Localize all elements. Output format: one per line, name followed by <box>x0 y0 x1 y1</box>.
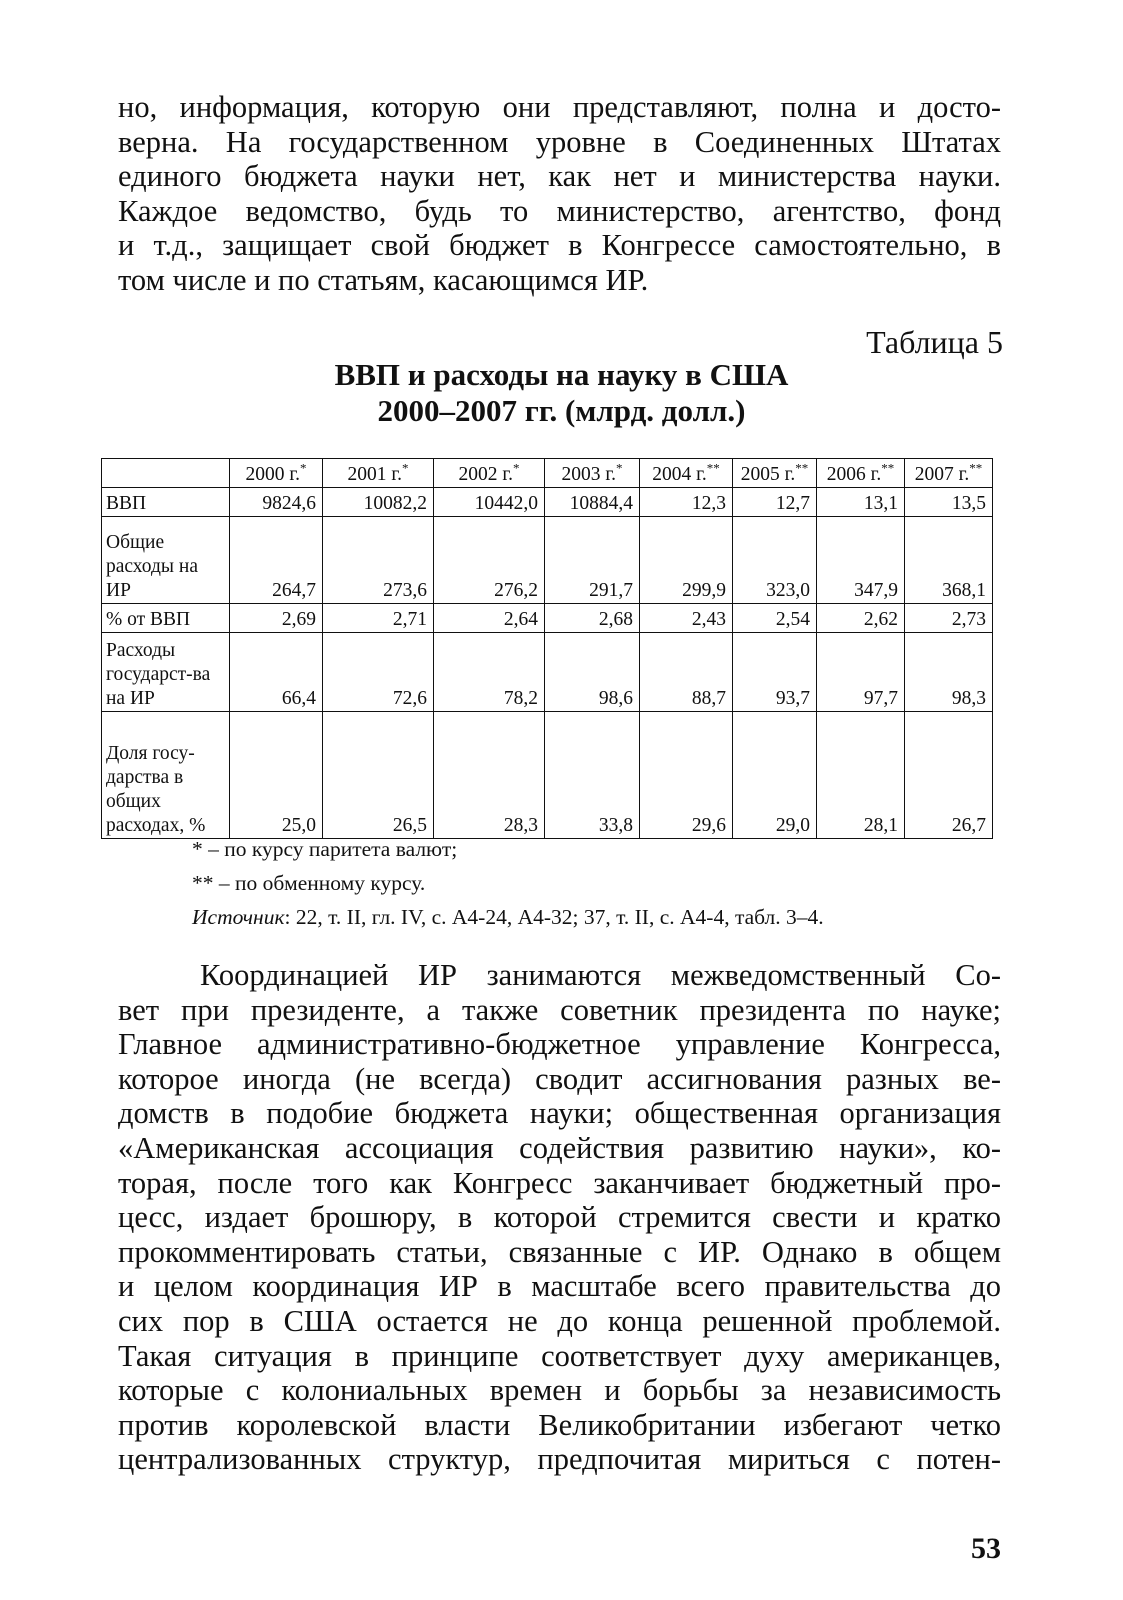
text-line: прокомментировать статьи, связанные с ИР. Однако в общем <box>118 1234 1001 1269</box>
table-cell: 78,2 <box>434 633 545 712</box>
table-cell: 2,62 <box>817 604 905 633</box>
table-cell: 13,5 <box>905 488 993 517</box>
text-line: Главное административно-бюджетное управление Конгресса, <box>118 1027 1001 1062</box>
table-cell: 10442,0 <box>434 488 545 517</box>
footnote-parity: * – по курсу паритета валют; <box>192 837 458 861</box>
table-cell: 26,5 <box>323 712 434 839</box>
table-row <box>102 633 993 712</box>
table-cell: 2,43 <box>640 604 733 633</box>
source-label: Источник <box>192 905 285 929</box>
row-label: Доля госу-дарства в общих расходах, % <box>102 712 230 839</box>
text-line: вет при президенте, а также советник президента по науке; <box>118 992 1001 1027</box>
data-table <box>101 458 993 839</box>
header-cell: 2006 г.** <box>817 459 905 488</box>
text-line: торая, после того как Конгресс заканчивает бюджетный про- <box>118 1165 1001 1200</box>
table-cell: 25,0 <box>230 712 323 839</box>
table-cell: 368,1 <box>905 517 993 604</box>
text-line: но, информация, которую они представляют, полна и досто- <box>118 90 1001 124</box>
table-cell: 12,7 <box>733 488 817 517</box>
text-line: централизованных структур, предпочитая мириться с потен- <box>118 1442 1001 1477</box>
intro-paragraph <box>118 90 1001 298</box>
table-cell: 323,0 <box>733 517 817 604</box>
table-title <box>240 357 883 429</box>
text-line: против королевской власти Великобритании избегают четко <box>118 1407 1001 1442</box>
source-text: : 22, т. II, гл. IV, с. А4-24, А4-32; 37, т. II, с. А4-4, табл. 3–4. <box>284 905 824 929</box>
table-row <box>102 517 993 604</box>
header-cell: 2000 г.* <box>230 459 323 488</box>
page-number: 53 <box>971 1532 1001 1565</box>
table-cell: 276,2 <box>434 517 545 604</box>
table-notes <box>192 832 824 934</box>
text-line: единого бюджета науки нет, как нет и министерства науки. <box>118 159 1001 194</box>
table-row <box>102 604 993 633</box>
footnote-exchange: ** – по обменному курсу. <box>192 871 426 895</box>
table-cell: 2,68 <box>545 604 640 633</box>
table-cell: 29,6 <box>640 712 733 839</box>
row-label: Расходы государст-ва на ИР <box>102 633 230 712</box>
table-cell: 97,7 <box>817 633 905 712</box>
row-label: ВВП <box>102 488 230 517</box>
table-cell: 28,3 <box>434 712 545 839</box>
text-line: верна. На государственном уровне в Соединенных Штатах <box>118 124 1001 159</box>
text-line: том числе и по статьям, касающимся ИР. <box>118 262 649 297</box>
table-cell: 28,1 <box>817 712 905 839</box>
table-cell: 13,1 <box>817 488 905 517</box>
table-cell: 2,71 <box>323 604 434 633</box>
table-cell: 2,54 <box>733 604 817 633</box>
table-cell: 93,7 <box>733 633 817 712</box>
table-cell: 88,7 <box>640 633 733 712</box>
table-cell: 66,4 <box>230 633 323 712</box>
header-cell: 2002 г.* <box>434 459 545 488</box>
table-cell: 12,3 <box>640 488 733 517</box>
text-line: домств в подобие бюджета науки; общественная организация <box>118 1096 1001 1131</box>
table-cell: 2,64 <box>434 604 545 633</box>
text-line: которое иногда (не всегда) сводит ассигнования разных ве- <box>118 1061 1001 1096</box>
header-corner-cell <box>102 459 230 488</box>
table-row <box>102 712 993 839</box>
source-note <box>192 900 824 934</box>
text-line: которые с колониальных времен и борьбы за независимость <box>118 1373 1001 1408</box>
table-cell: 273,6 <box>323 517 434 604</box>
table-cell: 299,9 <box>640 517 733 604</box>
table-row <box>102 488 993 517</box>
table-cell: 26,7 <box>905 712 993 839</box>
header-cell: 2005 г.** <box>733 459 817 488</box>
table-cell: 98,6 <box>545 633 640 712</box>
text-line: Координацией ИР занимаются межведомственный Со- <box>200 958 1001 992</box>
table-cell: 291,7 <box>545 517 640 604</box>
table-cell: 33,8 <box>545 712 640 839</box>
table-cell: 347,9 <box>817 517 905 604</box>
text-line: «Американская ассоциация содействия развитию науки», ко- <box>118 1130 1001 1165</box>
table-cell: 10884,4 <box>545 488 640 517</box>
text-line: Такая ситуация в принципе соответствует духу американцев, <box>118 1338 1001 1373</box>
text-line: и целом координация ИР в масштабе всего правительства до <box>118 1269 1001 1304</box>
header-cell: 2007 г.** <box>905 459 993 488</box>
table-cell: 264,7 <box>230 517 323 604</box>
text-line: цесс, издает брошюру, в которой стремится свести и кратко <box>118 1200 1001 1235</box>
main-paragraph <box>118 958 1001 1477</box>
table-cell: 2,69 <box>230 604 323 633</box>
header-cell: 2001 г.* <box>323 459 434 488</box>
text-line: сих пор в США остается не до конца решенной проблемой. <box>118 1303 1001 1338</box>
header-cell: 2003 г.* <box>545 459 640 488</box>
header-cell: 2004 г.** <box>640 459 733 488</box>
table-cell: 9824,6 <box>230 488 323 517</box>
row-label: % от ВВП <box>102 604 230 633</box>
text-line: Каждое ведомство, будь то министерство, агентство, фонд <box>118 193 1001 228</box>
table-title-line: ВВП и расходы на науку в США <box>334 357 789 392</box>
table-cell: 2,73 <box>905 604 993 633</box>
table-cell: 29,0 <box>733 712 817 839</box>
table-cell: 98,3 <box>905 633 993 712</box>
table-label: Таблица 5 <box>866 324 1003 360</box>
table-cell: 10082,2 <box>323 488 434 517</box>
row-label: Общие расходы на ИР <box>102 517 230 604</box>
text-line: и т.д., защищает свой бюджет в Конгрессе самостоятельно, в <box>118 228 1001 263</box>
table-title-line: 2000–2007 гг. (млрд. долл.) <box>377 393 746 428</box>
table-header-row <box>102 459 993 488</box>
table-cell: 72,6 <box>323 633 434 712</box>
